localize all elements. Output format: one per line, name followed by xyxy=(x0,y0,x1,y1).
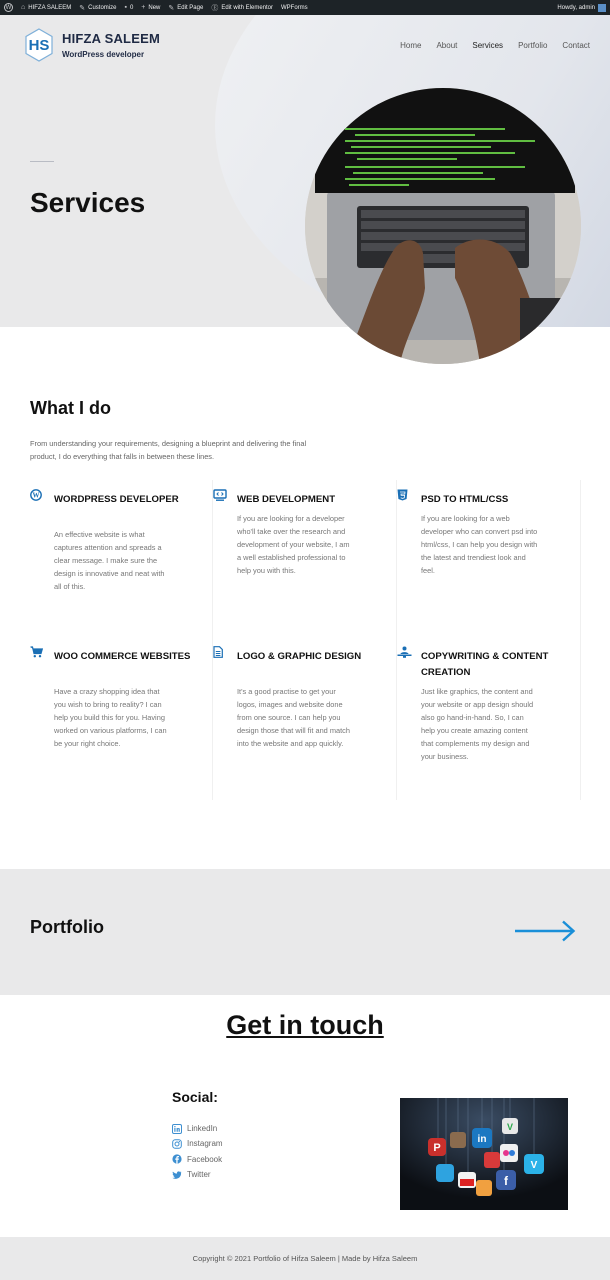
shopping-cart-icon xyxy=(30,645,42,657)
get-in-touch-section xyxy=(0,1010,610,1041)
linkedin-icon xyxy=(172,1124,182,1134)
main-nav xyxy=(400,41,590,50)
admin-bar xyxy=(0,0,610,15)
admin-bar-elementor[interactable]: Ⓔ Edit with Elementor xyxy=(211,4,274,12)
admin-bar-comments[interactable]: ▪ 0 xyxy=(124,4,134,11)
pencil-icon: ✎ xyxy=(168,4,175,12)
column-divider xyxy=(580,480,581,800)
page-title: Services xyxy=(30,187,146,218)
admin-bar-site-link[interactable]: ⌂ HIFZA SALEEM xyxy=(21,4,72,11)
service-title: WEB DEVELOPMENT xyxy=(237,494,336,505)
service-description: If you are looking for a web developer who can convert psd into html/css, I can help you design with the latest and trendiest look and feel. xyxy=(421,514,538,575)
service-card xyxy=(30,645,213,795)
svg-text:in: in xyxy=(477,1134,487,1145)
svg-text:V: V xyxy=(506,1122,514,1132)
admin-bar-new[interactable]: + New xyxy=(141,4,161,11)
home-icon: ⌂ xyxy=(21,4,26,11)
site-tagline: WordPress developer xyxy=(62,50,145,59)
avatar[interactable] xyxy=(598,4,606,12)
svg-text:W: W xyxy=(32,491,40,500)
wordpress-logo-icon[interactable]: W xyxy=(5,4,12,11)
arrow-right-icon[interactable] xyxy=(514,920,576,947)
service-title: LOGO & GRAPHIC DESIGN xyxy=(237,651,362,662)
footer-copyright: Copyright © 2021 Portfolio of Hifza Saleem | Made by Hifza Saleem xyxy=(192,1254,418,1263)
plus-icon: + xyxy=(141,4,146,11)
site-name: HIFZA SALEEM xyxy=(62,31,160,46)
service-title: WORDPRESS DEVELOPER xyxy=(54,494,179,505)
social-link-instagram[interactable]: Instagram xyxy=(172,1136,223,1151)
wordpress-icon xyxy=(30,488,42,500)
service-description: If you are looking for a developer who'll take over the research and development of your website, I am a well established professional to help you with this. xyxy=(237,514,350,575)
comment-icon: ▪ xyxy=(124,4,127,11)
portfolio-heading[interactable]: Portfolio xyxy=(30,917,104,937)
nav-item-home[interactable]: Home xyxy=(400,41,422,50)
service-title: PSD TO HTML/CSS xyxy=(421,494,509,505)
hero-photo xyxy=(305,88,581,364)
facebook-icon xyxy=(172,1154,182,1164)
social-link-facebook[interactable]: Facebook xyxy=(172,1152,223,1167)
service-card xyxy=(213,488,396,638)
service-title: WOO COMMERCE WEBSITES xyxy=(54,651,191,662)
service-title: COPYWRITING & CONTENT CREATION xyxy=(421,651,549,678)
social-links xyxy=(172,1089,223,1182)
svg-text:V: V xyxy=(530,1160,538,1171)
social-link-linkedin[interactable]: LinkedIn xyxy=(172,1121,223,1136)
nav-item-portfolio[interactable]: Portfolio xyxy=(518,41,548,50)
get-in-touch-link[interactable]: Get in touch xyxy=(226,1010,384,1040)
site-logo[interactable] xyxy=(25,28,160,62)
service-description: Have a crazy shopping idea that you wish to bring to reality? I can help you build this for you. Having worked on various platforms, I can be your right choice. xyxy=(54,687,167,748)
social-link-twitter[interactable]: Twitter xyxy=(172,1167,223,1182)
nav-item-about[interactable]: About xyxy=(436,41,458,50)
admin-bar-wpforms[interactable]: WPForms xyxy=(281,4,308,11)
portfolio-section xyxy=(0,869,610,995)
nav-item-contact[interactable]: Contact xyxy=(562,41,590,50)
nav-item-services[interactable]: Services xyxy=(472,41,504,50)
svg-text:P: P xyxy=(433,1142,441,1154)
instagram-icon xyxy=(172,1139,182,1149)
monitor-code-icon xyxy=(213,488,225,500)
what-i-do-section xyxy=(30,398,111,419)
service-card xyxy=(397,645,580,795)
social-heading: Social: xyxy=(172,1089,218,1105)
twitter-icon xyxy=(172,1170,182,1180)
service-description: Just like graphics, the content and your website or app design should also go hand-in-hand. So, I can help you create amazing content that complements my design and your business. xyxy=(421,687,534,761)
user-desk-icon xyxy=(397,645,409,657)
service-card xyxy=(397,488,580,638)
html5-icon xyxy=(397,488,409,500)
svg-text:f: f xyxy=(504,1174,508,1188)
title-divider xyxy=(30,161,54,162)
social-media-photo xyxy=(400,1098,568,1210)
admin-bar-edit-page[interactable]: ✎ Edit Page xyxy=(168,4,204,12)
elementor-icon: Ⓔ xyxy=(211,4,219,12)
admin-bar-howdy[interactable]: Howdy, admin xyxy=(557,4,595,11)
file-alt-icon xyxy=(213,645,225,657)
brush-icon: ✎ xyxy=(79,4,86,12)
footer xyxy=(0,1237,610,1280)
service-card xyxy=(30,488,213,638)
service-description: It's a good practise to get your logos, images and website done from one source. I can help you design those that will fit and match into the website and app quickly. xyxy=(237,687,350,748)
section-heading: What I do xyxy=(30,398,111,418)
service-description: An effective website is what captures attention and spreads a clear message. I make sure the design is innovative and neat with all of this. xyxy=(54,530,165,591)
section-intro: From understanding your requirements, designing a blueprint and delivering the final product, I do everything that falls in between these lines. xyxy=(30,439,307,461)
admin-bar-customize[interactable]: ✎ Customize xyxy=(79,4,117,12)
logo-hexagon-icon: HS xyxy=(25,28,53,62)
service-card xyxy=(213,645,396,795)
